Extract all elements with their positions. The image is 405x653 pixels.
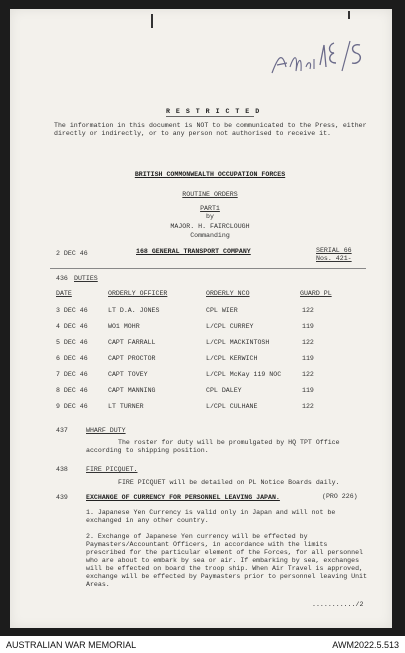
duty-officer: CAPT FARRALL [108, 339, 156, 346]
duty-nco: L/CPL CULHANE [206, 403, 258, 410]
heading-underline [166, 116, 254, 117]
exchange-title: EXCHANGE OF CURRENCY FOR PERSONNEL LEAVING JAPAN. [86, 494, 280, 501]
duty-guard: 119 [302, 323, 314, 330]
wharf-title: WHARF DUTY [86, 427, 126, 434]
duty-officer: CAPT PROCTOR [108, 355, 156, 362]
duty-guard: 119 [302, 355, 314, 362]
duty-date: 7 DEC 46 [56, 371, 88, 378]
duties-header-date: DATE [56, 290, 72, 297]
duty-nco: CPL WIER [206, 307, 238, 314]
exchange-ref: (PRO 226) [322, 493, 358, 500]
commander-name: MAJOR. H. FAIRCLOUGH [170, 223, 250, 230]
duties-header-guard: GUARD PL [300, 290, 332, 297]
duty-nco: L/CPL MACKINTOSH [206, 339, 270, 346]
picquet-title: FIRE PICQUET. [86, 466, 138, 473]
wharf-text: The roster for duty will be promulgated by HQ TPT Office according to shipping position. [86, 439, 340, 454]
archive-reference: AWM2022.5.513 [332, 640, 399, 650]
duty-officer: LT D.A. JONES [108, 307, 160, 314]
ink-mark [348, 11, 350, 19]
duty-guard: 122 [302, 307, 314, 314]
order-part: PART1 [200, 205, 220, 212]
document-page [10, 9, 392, 628]
archive-credit: AUSTRALIAN WAR MEMORIAL [6, 640, 137, 650]
unit-name: 168 GENERAL TRANSPORT COMPANY [136, 248, 251, 255]
duty-guard: 119 [302, 387, 314, 394]
duty-date: 9 DEC 46 [56, 403, 88, 410]
duty-officer: CAPT MANNING [108, 387, 156, 394]
duty-officer: CAPT TOVEY [108, 371, 148, 378]
duties-number: 436 [56, 275, 68, 282]
handwritten-annotation [268, 37, 368, 81]
duty-officer: LT TURNER [108, 403, 144, 410]
duty-date: 6 DEC 46 [56, 355, 88, 362]
duty-nco: L/CPL McKay 119 NOC [206, 371, 282, 378]
wharf-number: 437 [56, 427, 68, 434]
picquet-number: 438 [56, 466, 68, 473]
duties-header-nco: ORDERLY NCO [206, 290, 250, 297]
duty-date: 8 DEC 46 [56, 387, 88, 394]
duty-officer: WO1 MOHR [108, 323, 140, 330]
duty-date: 5 DEC 46 [56, 339, 88, 346]
duty-guard: 122 [302, 371, 314, 378]
commander-role: Commanding [190, 232, 230, 239]
continuation-mark: .........../2 [312, 601, 364, 608]
classification-heading: R E S T R I C T E D [166, 108, 261, 115]
order-type: ROUTINE ORDERS [182, 191, 238, 198]
section-divider [50, 268, 366, 269]
order-date: 2 DEC 46 [56, 250, 88, 257]
duty-guard: 122 [302, 339, 314, 346]
duties-header-officer: ORDERLY OFFICER [108, 290, 168, 297]
duty-nco: L/CPL KERWICH [206, 355, 258, 362]
duty-date: 4 DEC 46 [56, 323, 88, 330]
order-numbers: Nos. 421- [316, 255, 352, 262]
exchange-para-2: 2. Exchange of Japanese Yen currency will be effected by Paymasters/Accountant Officers, in accordance with the limits prescribed for the particular element of the Forces, for all personnel who are about to embark by sea or air. If embarking by sea, exchanges will be effected on board the troop ship. When Air Travel is approved, exchange will be effected by Paymasters prior to personnel leaving Unit Areas. [86, 533, 367, 588]
duty-nco: L/CPL CURREY [206, 323, 254, 330]
exchange-para-1: 1. Japanese Yen Currency is valid only in Japan and will not be exchanged in any other country. [86, 509, 336, 524]
duty-date: 3 DEC 46 [56, 307, 88, 314]
order-by: by [206, 213, 214, 220]
serial-number: SERIAL 66 [316, 247, 352, 254]
restriction-notice: The information in this document is NOT to be communicated to the Press, either directly or indirectly, or to any person not authorised to receive it. [54, 122, 367, 137]
ink-mark [151, 14, 153, 28]
duty-nco: CPL DALEY [206, 387, 242, 394]
duties-title: DUTIES [74, 275, 98, 282]
force-title: BRITISH COMMONWEALTH OCCUPATION FORCES [134, 171, 286, 178]
duty-guard: 122 [302, 403, 314, 410]
exchange-number: 439 [56, 494, 68, 501]
picquet-text: FIRE PICQUET will be detailed on PL Notice Boards daily. [118, 479, 340, 486]
